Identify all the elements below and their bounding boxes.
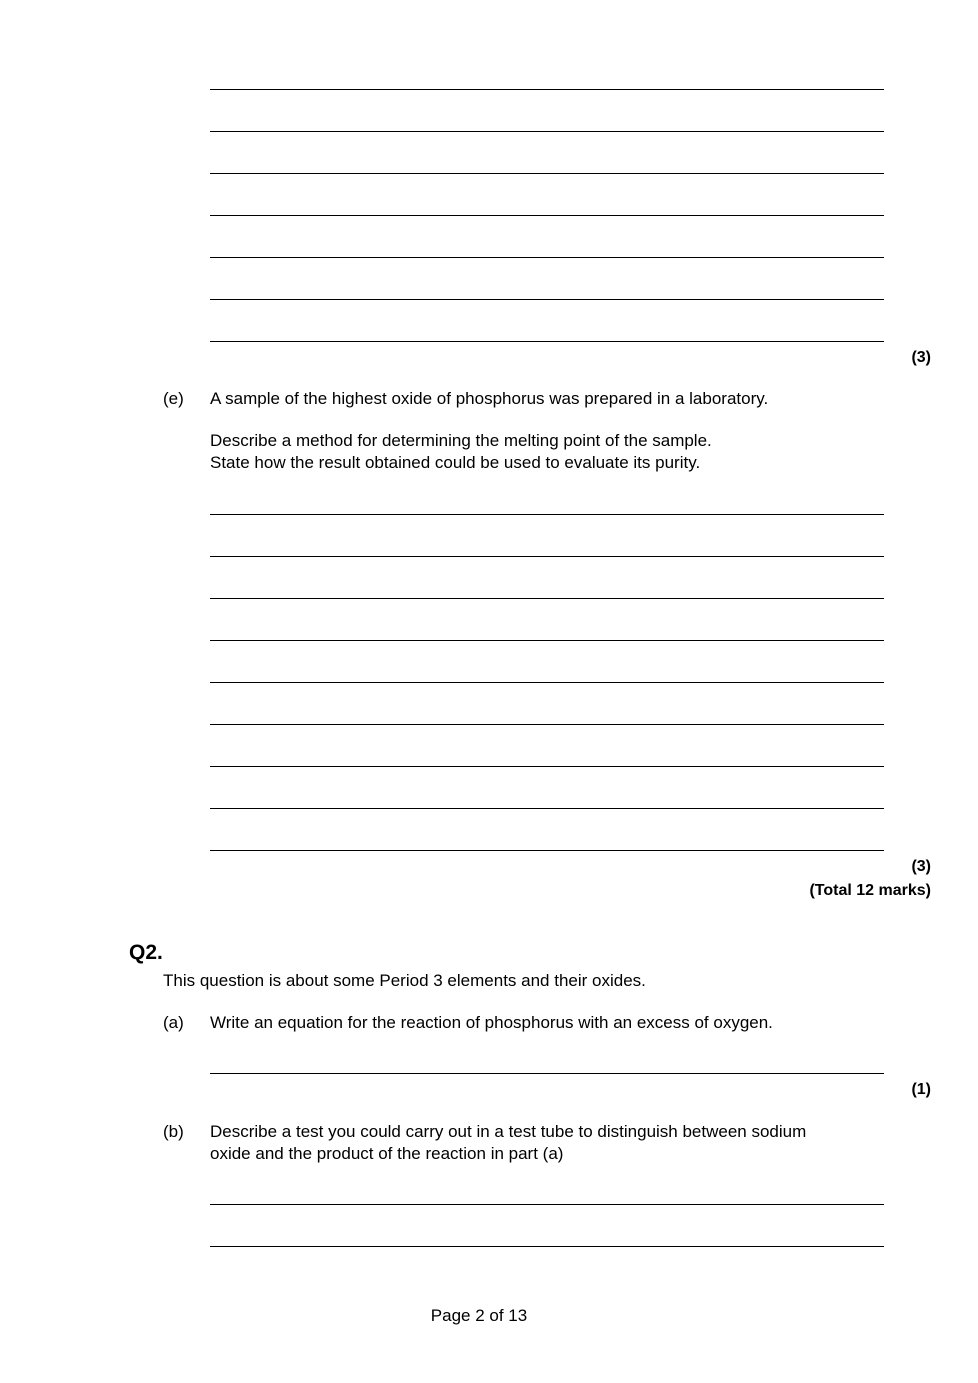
answer-line[interactable] [210,850,884,851]
answer-line[interactable] [210,598,884,599]
question-number: Q2. [129,941,163,964]
answer-line[interactable] [210,640,884,641]
part-b-label: (b) [163,1122,184,1141]
q2-intro: This question is about some Period 3 elements and their oxides. [163,971,646,990]
answer-line[interactable] [210,724,884,725]
answer-line[interactable] [210,299,884,300]
answer-line[interactable] [210,257,884,258]
marks-part-e: (3) [911,858,931,875]
part-b-text-line2: oxide and the product of the reaction in part (a) [210,1144,564,1163]
page-number: Page 2 of 13 [430,1306,528,1325]
part-e-task-line1: Describe a method for determining the melting point of the sample. [210,431,712,450]
answer-line[interactable] [210,1204,884,1205]
part-e-intro: A sample of the highest oxide of phosphorus was prepared in a laboratory. [210,389,769,408]
answer-line[interactable] [210,766,884,767]
answer-line[interactable] [210,173,884,174]
answer-line[interactable] [210,682,884,683]
part-e-label: (e) [163,389,184,408]
answer-line[interactable] [210,215,884,216]
answer-line[interactable] [210,131,884,132]
marks-previous-part: (3) [911,349,931,366]
answer-line[interactable] [210,341,884,342]
answer-line[interactable] [210,1073,884,1074]
total-marks: (Total 12 marks) [809,882,931,899]
answer-line[interactable] [210,89,884,90]
part-a-text: Write an equation for the reaction of phosphorus with an excess of oxygen. [210,1013,773,1032]
answer-line[interactable] [210,1246,884,1247]
answer-line[interactable] [210,514,884,515]
marks-part-a: (1) [911,1081,931,1098]
answer-line[interactable] [210,556,884,557]
part-a-label: (a) [163,1013,184,1032]
answer-line[interactable] [210,808,884,809]
part-b-text-line1: Describe a test you could carry out in a test tube to distinguish between sodium [210,1122,807,1141]
part-e-task-line2: State how the result obtained could be used to evaluate its purity. [210,453,701,472]
